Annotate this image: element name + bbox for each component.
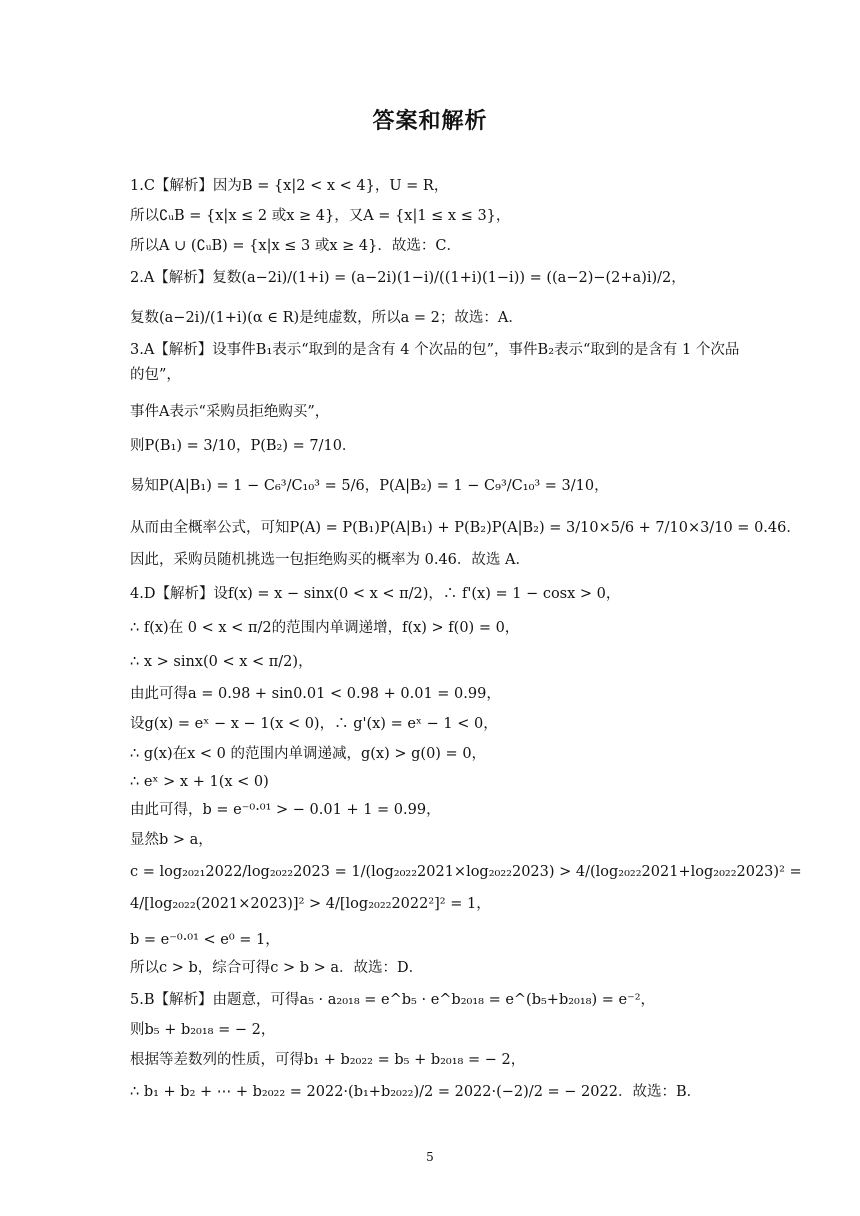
text-line: 因此，采购员随机挑选一包拒绝购买的概率为 0.46．故选 A． — [130, 552, 530, 568]
text-line: 2.A【解析】复数(a−2i)/(1+i) = (a−2i)(1−i)/((1+i)(1−i)) = ((a−2)−(2+a)i)/2， — [130, 270, 686, 286]
text-line: 易知P(A|B₁) = 1 − C₆³/C₁₀³ = 5/6，P(A|B₂) = 1 − C₉³/C₁₀³ = 3/10， — [130, 478, 609, 494]
text-line: 由此可得a = 0.98 + sin0.01 < 0.98 + 0.01 = 0.99， — [130, 686, 501, 702]
text-line: ∴ b₁ + b₂ + ⋯ + b₂₀₂₂ = 2022·(b₁+b₂₀₂₂)/2 = 2022·(−2)/2 = − 2022．故选：B． — [130, 1084, 702, 1100]
text-line: 从而由全概率公式，可知P(A) = P(B₁)P(A|B₁) + P(B₂)P(A|B₂) = 3/10×5/6 + 7/10×3/10 = 0.46． — [130, 520, 801, 536]
text-line: 根据等差数列的性质，可得b₁ + b₂₀₂₂ = b₅ + b₂₀₁₈ = − 2， — [130, 1052, 526, 1068]
text-line: 4.D【解析】设f(x) = x − sinx(0 < x < π/2)，∴ f'(x) = 1 − cosx > 0， — [130, 586, 621, 602]
text-line: 则b₅ + b₂₀₁₈ = − 2， — [130, 1022, 276, 1038]
text-line: c = log₂₀₂₁2022/log₂₀₂₂2023 = 1/(log₂₀₂₂2021×log₂₀₂₂2023) > 4/(log₂₀₂₂2021+log₂₀₂₂2023)² = — [130, 864, 802, 880]
text-line: ∴ g(x)在x < 0 的范围内单调递减，g(x) > g(0) = 0， — [130, 746, 487, 762]
text-line: 设g(x) = eˣ − x − 1(x < 0)，∴ g'(x) = eˣ − 1 < 0， — [130, 716, 498, 732]
text-line: 所以A ∪ (∁ᵤB) = {x|x ≤ 3 或x ≥ 4}．故选：C． — [130, 238, 461, 254]
text-line: 所以∁ᵤB = {x|x ≤ 2 或x ≥ 4}，又A = {x|1 ≤ x ≤ 3}， — [130, 208, 511, 224]
text-line: 1.C【解析】因为B = {x|2 < x < 4}，U = R， — [130, 178, 449, 194]
text-line: ∴ x > sinx(0 < x < π/2)， — [130, 654, 313, 670]
text-line: 显然b > a， — [130, 832, 213, 848]
page-number: 5 — [426, 1150, 434, 1164]
text-line: 复数(a−2i)/(1+i)(α ∈ R)是纯虚数，所以a = 2；故选：A． — [130, 310, 523, 326]
text-line: 由此可得，b = e⁻⁰·⁰¹ > − 0.01 + 1 = 0.99， — [130, 802, 441, 818]
page-title: 答案和解析 — [372, 109, 488, 134]
text-line: 事件A表示“采购员拒绝购买”， — [130, 404, 330, 420]
text-line: b = e⁻⁰·⁰¹ < e⁰ = 1， — [130, 932, 280, 948]
text-line: ∴ f(x)在 0 < x < π/2的范围内单调递增，f(x) > f(0) = 0， — [130, 620, 520, 636]
text-line: 所以c > b，综合可得c > b > a．故选：D． — [130, 960, 424, 976]
text-line: 3.A【解析】设事件B₁表示“取到的是含有 4 个次品的包”，事件B₂表示“取到的是含有 1 个次品的包”， — [130, 342, 740, 383]
text-line: 则P(B₁) = 3/10，P(B₂) = 7/10． — [130, 438, 357, 454]
text-line: ∴ eˣ > x + 1(x < 0) — [130, 774, 269, 790]
text-line: 4/[log₂₀₂₂(2021×2023)]² > 4/[log₂₀₂₂2022²]² = 1， — [130, 896, 491, 912]
text-line: 5.B【解析】由题意，可得a₅ · a₂₀₁₈ = e^b₅ · e^b₂₀₁₈ = e^(b₅+b₂₀₁₈) = e⁻²， — [130, 992, 656, 1008]
